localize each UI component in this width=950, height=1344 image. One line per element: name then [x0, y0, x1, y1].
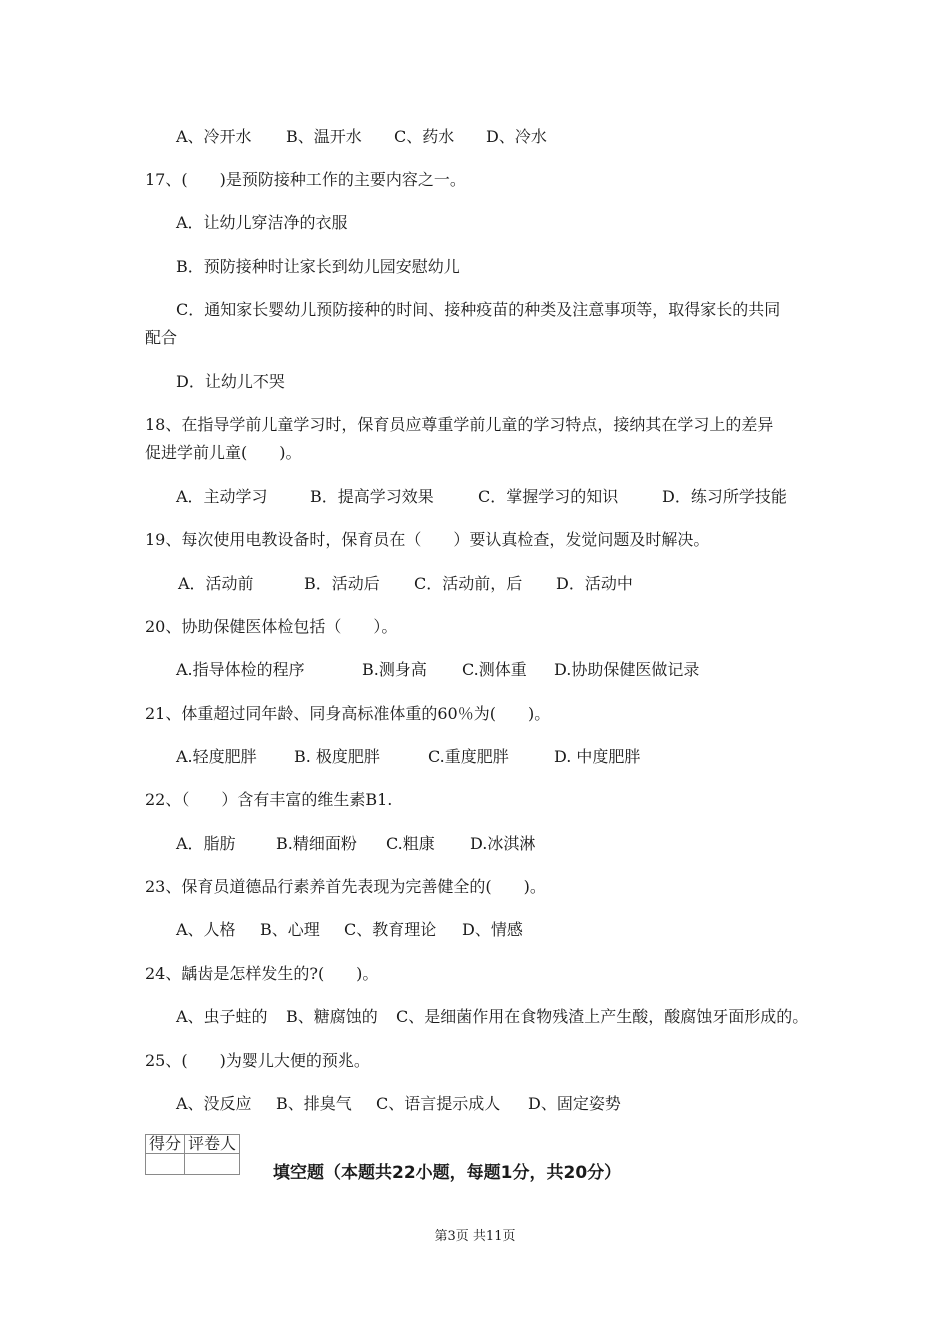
q19-option-d: D．活动中 — [556, 574, 633, 593]
q23-stem: 23、保育员道德品行素养首先表现为完善健全的( )。 — [145, 877, 546, 896]
q18-option-b: B．提高学习效果 — [310, 487, 434, 506]
q19-stem: 19、每次使用电教设备时，保育员在（ ）要认真检查，发觉问题及时解决。 — [145, 530, 710, 549]
q25-option-b: B、排臭气 — [276, 1094, 352, 1113]
q21-option-b: B. 极度肥胖 — [294, 747, 380, 766]
q25-option-a: A、没反应 — [176, 1094, 252, 1113]
q18-option-d: D．练习所学技能 — [662, 487, 787, 506]
q19-option-c: C．活动前，后 — [414, 574, 523, 593]
q17-option-b: B．预防接种时让家长到幼儿园安慰幼儿 — [176, 257, 460, 276]
q23-option-c: C、教育理论 — [344, 920, 437, 939]
q20-option-a: A.指导体检的程序 — [176, 660, 305, 679]
q21-option-c: C.重度肥胖 — [428, 747, 509, 766]
page-footer: 第3页 共11页 — [434, 1229, 516, 1244]
q17-option-c-line1: C．通知家长婴幼儿预防接种的时间、接种疫苗的种类及注意事项等，取得家长的共同 — [176, 300, 781, 319]
q17-option-c-line2: 配合 — [145, 328, 178, 347]
q24-stem: 24、龋齿是怎样发生的?( )。 — [145, 964, 379, 983]
q18-stem-line1: 18、在指导学前儿童学习时，保育员应尊重学前儿童的学习特点，接纳其在学习上的差异 — [145, 415, 774, 434]
q21-option-a: A.轻度肥胖 — [176, 747, 257, 766]
q17-stem: 17、( )是预防接种工作的主要内容之一。 — [145, 170, 466, 189]
score-label: 得分 — [146, 1135, 185, 1154]
q16-option-d: D、冷水 — [486, 127, 547, 146]
q23-option-a: A、人格 — [176, 920, 236, 939]
q23-option-d: D、情感 — [462, 920, 523, 939]
grader-label: 评卷人 — [185, 1135, 240, 1154]
q21-stem: 21、体重超过同年龄、同身高标准体重的60％为( )。 — [145, 704, 551, 723]
section-title: 填空题（本题共22小题，每题1分，共20分） — [273, 1163, 622, 1183]
q16-option-b: B、温开水 — [286, 127, 362, 146]
q19-option-b: B．活动后 — [304, 574, 380, 593]
q24-option-b: B、糖腐蚀的 — [286, 1007, 378, 1026]
q22-option-b: B.精细面粉 — [276, 834, 357, 853]
q22-stem: 22、（ ）含有丰富的维生素B1. — [145, 790, 393, 809]
q20-option-b: B.测身高 — [362, 660, 427, 679]
q24-option-a: A、虫子蛀的 — [176, 1007, 268, 1026]
q24-option-c: C、是细菌作用在食物残渣上产生酸，酸腐蚀牙面形成的。 — [396, 1007, 809, 1026]
q18-stem-line2: 促进学前儿童( )。 — [145, 443, 302, 462]
q25-stem: 25、( )为婴儿大便的预兆。 — [145, 1051, 370, 1070]
grader-cell — [185, 1154, 240, 1175]
q20-stem: 20、协助保健医体检包括（ ）。 — [145, 617, 398, 636]
q16-option-a: A、冷开水 — [176, 127, 252, 146]
q17-option-d: D．让幼儿不哭 — [176, 372, 285, 391]
q25-option-c: C、语言提示成人 — [376, 1094, 501, 1113]
score-box — [145, 1134, 240, 1175]
q19-option-a: A．活动前 — [178, 574, 254, 593]
q21-option-d: D. 中度肥胖 — [554, 747, 641, 766]
q22-option-d: D.冰淇淋 — [470, 834, 536, 853]
score-cell — [146, 1154, 185, 1175]
q18-option-a: A．主动学习 — [176, 487, 268, 506]
q17-option-a: A．让幼儿穿洁净的衣服 — [176, 213, 348, 232]
q20-option-d: D.协助保健医做记录 — [554, 660, 700, 679]
q18-option-c: C．掌握学习的知识 — [478, 487, 619, 506]
q25-option-d: D、固定姿势 — [528, 1094, 621, 1113]
q16-option-c: C、药水 — [394, 127, 455, 146]
q22-option-c: C.粗康 — [386, 834, 435, 853]
q23-option-b: B、心理 — [260, 920, 320, 939]
q20-option-c: C.测体重 — [462, 660, 527, 679]
q22-option-a: A．脂肪 — [176, 834, 236, 853]
